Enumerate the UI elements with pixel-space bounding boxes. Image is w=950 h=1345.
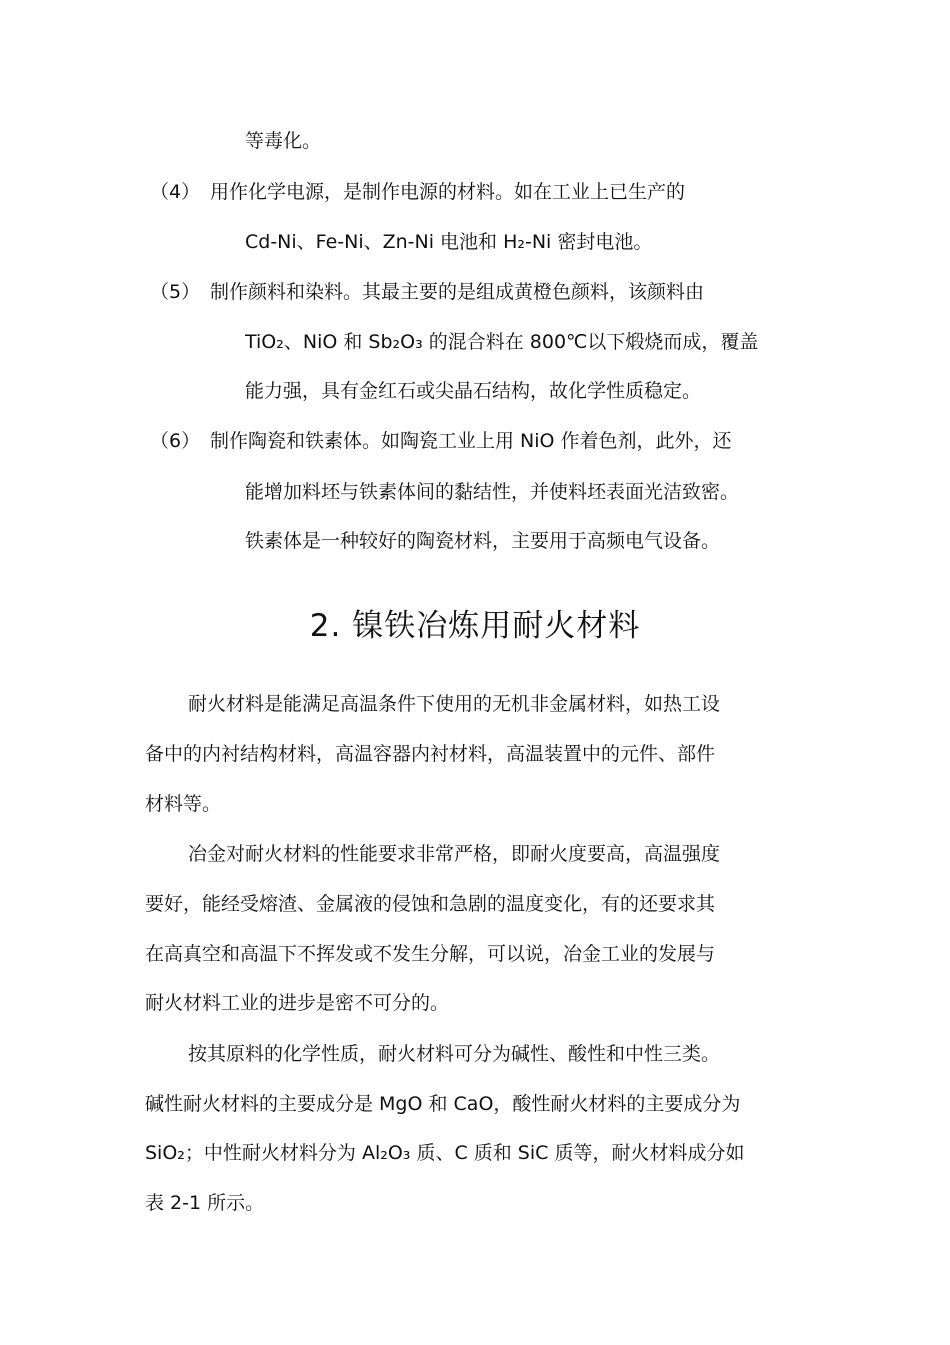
text-line: SiO₂；中性耐火材料分为 Al₂O₃ 质、C 质和 SiC 质等，耐火材料成分如 [145, 1142, 745, 1164]
text-line: 备中的内衬结构材料，高温容器内衬材料，高温装置中的元件、部件 [145, 743, 716, 765]
text-line: 碱性耐火材料的主要成分是 MgO 和 CaO，酸性耐火材料的主要成分为 [145, 1093, 741, 1115]
text-line: 材料等。 [145, 793, 222, 815]
text-line: 能增加料坯与铁素体间的黏结性，并使料坯表面光洁致密。 [245, 481, 740, 503]
text-line: 耐火材料工业的进步是密不可分的。 [145, 992, 450, 1014]
text-line: 等毒化。 [245, 130, 322, 152]
text-line: 在高真空和高温下不挥发或不发生分解，可以说，冶金工业的发展与 [145, 943, 716, 965]
list-number: （6） [150, 430, 201, 452]
text-line: TiO₂、NiO 和 Sb₂O₃ 的混合料在 800℃以下煅烧而成，覆盖 [245, 331, 759, 353]
text-line: 要好，能经受熔渣、金属液的侵蚀和急剧的温度变化，有的还要求其 [145, 893, 716, 915]
text-line: 按其原料的化学性质，耐火材料可分为碱性、酸性和中性三类。 [188, 1043, 721, 1065]
list-number: （5） [150, 281, 201, 303]
text-line: 铁素体是一种较好的陶瓷材料，主要用于高频电气设备。 [245, 530, 721, 552]
list-number: （4） [150, 181, 201, 203]
text-line: 能力强，具有金红石或尖晶石结构，故化学性质稳定。 [245, 380, 702, 402]
section-heading: 2. 镍铁冶炼用耐火材料 [309, 608, 641, 644]
text-line: 制作颜料和染料。其最主要的是组成黄橙色颜料，该颜料由 [210, 281, 705, 303]
text-line: 用作化学电源，是制作电源的材料。如在工业上已生产的 [210, 181, 686, 203]
text-line: Cd-Ni、Fe-Ni、Zn-Ni 电池和 H₂-Ni 密封电池。 [245, 231, 653, 253]
text-line: 制作陶瓷和铁素体。如陶瓷工业上用 NiO 作着色剂，此外，还 [210, 430, 732, 452]
text-line: 耐火材料是能满足高温条件下使用的无机非金属材料，如热工设 [188, 693, 721, 715]
text-line: 冶金对耐火材料的性能要求非常严格，即耐火度要高，高温强度 [188, 843, 721, 865]
text-line: 表 2-1 所示。 [145, 1192, 265, 1214]
